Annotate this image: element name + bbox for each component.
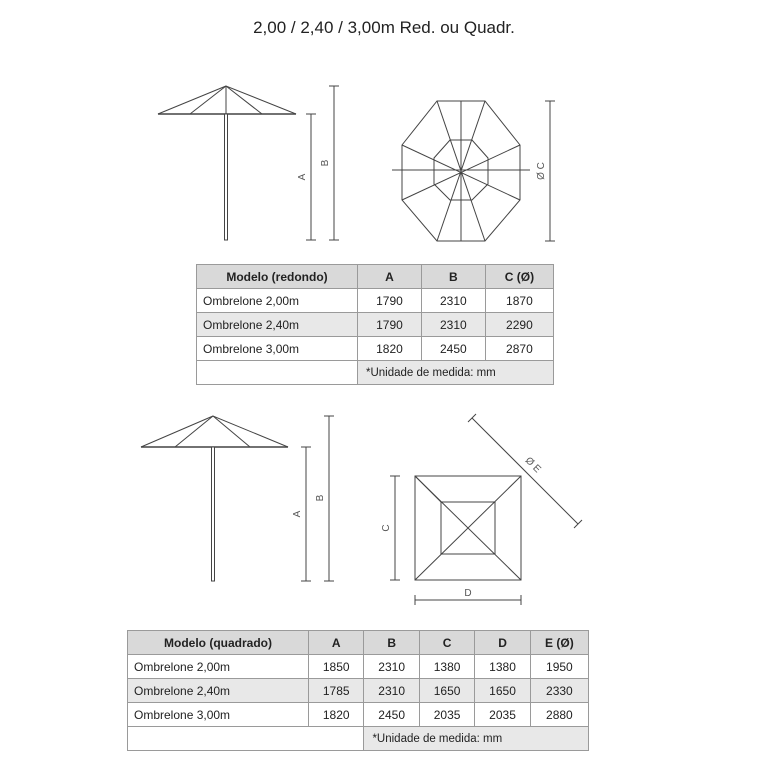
table-row: [128, 655, 589, 679]
model-cell: Ombrelone 2,40m: [128, 679, 309, 703]
column-header: A: [309, 631, 364, 655]
column-header: A: [358, 265, 422, 289]
value-cell: 2290: [485, 313, 553, 337]
model-cell: Ombrelone 3,00m: [128, 703, 309, 727]
round-label-b: B: [320, 159, 331, 167]
model-cell: Ombrelone 2,40m: [197, 313, 358, 337]
column-header: C: [419, 631, 474, 655]
column-header: Modelo (quadrado): [128, 631, 309, 655]
unit-note: *Unidade de medida: mm: [364, 727, 589, 751]
column-header: C (Ø): [485, 265, 553, 289]
value-cell: 2310: [421, 289, 485, 313]
blank-cell: [128, 727, 364, 751]
square-label-a: A: [292, 510, 303, 518]
value-cell: 2330: [530, 679, 588, 703]
table-row: [197, 289, 554, 313]
square-label-c: C: [381, 524, 392, 532]
value-cell: 1870: [485, 289, 553, 313]
value-cell: 2310: [364, 679, 419, 703]
value-cell: 1820: [358, 337, 422, 361]
table-row: [197, 313, 554, 337]
value-cell: 1380: [419, 655, 474, 679]
square-model-table: [127, 630, 589, 751]
column-header: Modelo (redondo): [197, 265, 358, 289]
table-note-row: [128, 727, 589, 751]
value-cell: 1650: [419, 679, 474, 703]
unit-note: *Unidade de medida: mm: [358, 361, 554, 385]
square-label-d: D: [464, 588, 472, 599]
table-row: [128, 679, 589, 703]
column-header: E (Ø): [530, 631, 588, 655]
blank-cell: [197, 361, 358, 385]
column-header: D: [475, 631, 530, 655]
value-cell: 1950: [530, 655, 588, 679]
round-model-table: [196, 264, 554, 385]
value-cell: 1850: [309, 655, 364, 679]
square-umbrella-top-view: [415, 476, 521, 580]
value-cell: 2035: [419, 703, 474, 727]
column-header: B: [421, 265, 485, 289]
value-cell: 2450: [364, 703, 419, 727]
value-cell: 1790: [358, 289, 422, 313]
table-header-row: [197, 265, 554, 289]
value-cell: 2880: [530, 703, 588, 727]
table-note-row: [197, 361, 554, 385]
value-cell: 2870: [485, 337, 553, 361]
value-cell: 1790: [358, 313, 422, 337]
value-cell: 1650: [475, 679, 530, 703]
model-cell: Ombrelone 2,00m: [128, 655, 309, 679]
value-cell: 2035: [475, 703, 530, 727]
table-header-row: [128, 631, 589, 655]
model-cell: Ombrelone 3,00m: [197, 337, 358, 361]
column-header: B: [364, 631, 419, 655]
value-cell: 2310: [364, 655, 419, 679]
round-umbrella-top-view: [392, 101, 530, 241]
value-cell: 2310: [421, 313, 485, 337]
square-umbrella-side-view: [141, 416, 288, 581]
round-umbrella-side-view: [158, 86, 296, 240]
value-cell: 1785: [309, 679, 364, 703]
round-label-a: A: [297, 173, 308, 181]
table-row: [128, 703, 589, 727]
round-label-c: Ø C: [536, 162, 547, 180]
value-cell: 2450: [421, 337, 485, 361]
square-label-b: B: [315, 494, 326, 502]
page-title: 2,00 / 2,40 / 3,00m Red. ou Quadr.: [253, 18, 515, 37]
value-cell: 1380: [475, 655, 530, 679]
model-cell: Ombrelone 2,00m: [197, 289, 358, 313]
table-row: [197, 337, 554, 361]
square-label-e: Ø E: [522, 455, 543, 476]
value-cell: 1820: [309, 703, 364, 727]
